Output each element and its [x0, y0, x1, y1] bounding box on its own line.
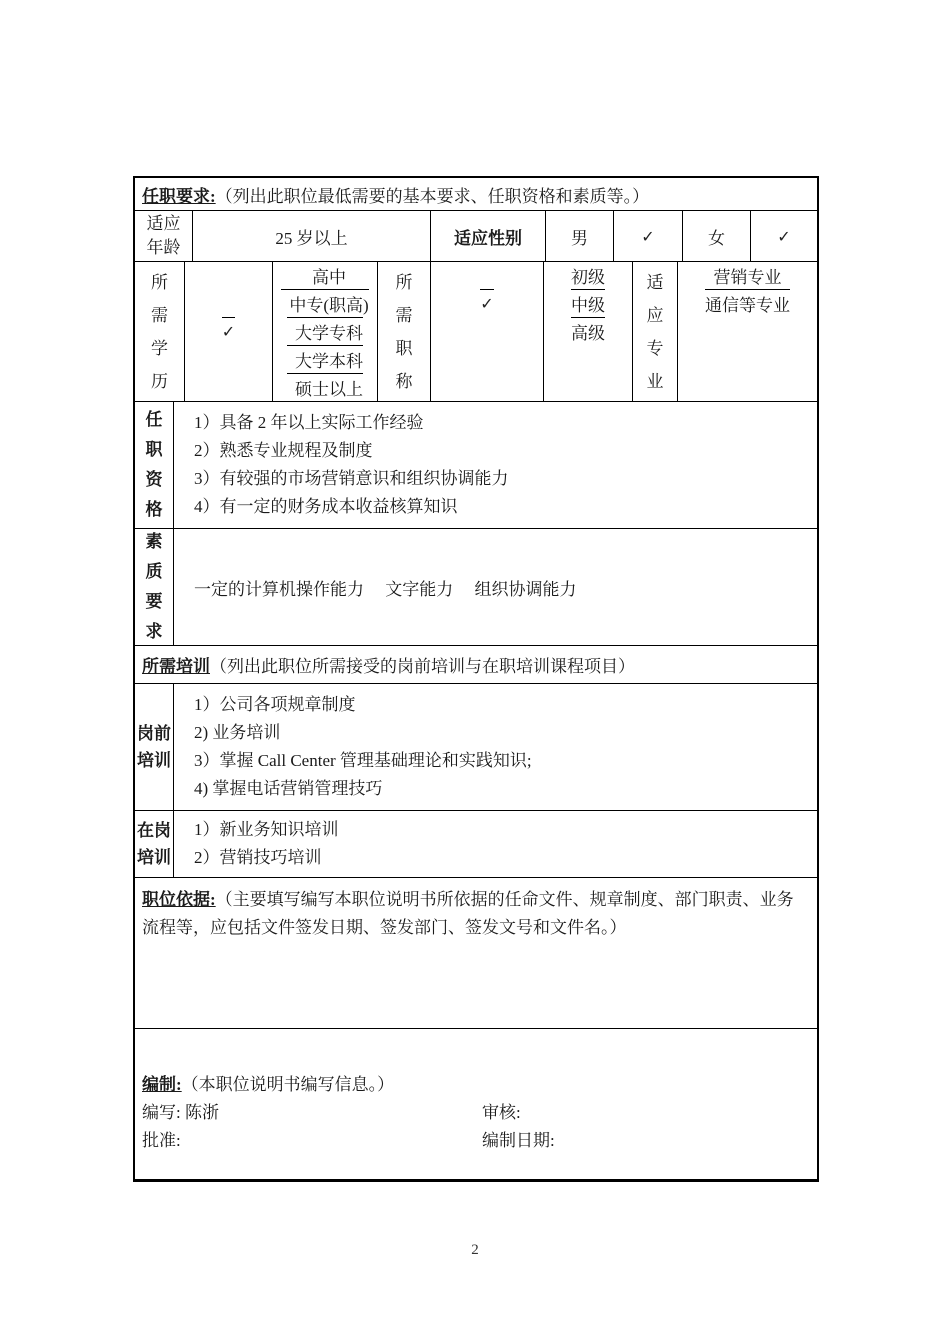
position-basis-title: 职位依据: — [142, 890, 216, 909]
on-job-training-row — [135, 810, 817, 877]
qualification-item-2: 3）有较强的市场营销意识和组织协调能力 — [194, 469, 509, 488]
education-check-2: ✓ — [222, 317, 235, 345]
approver-label: 批准: — [142, 1131, 181, 1150]
requirements-note: （列出此职位最低需要的基本要求、任职资格和素质等。） — [215, 186, 650, 206]
education-option-2: 大学专科 — [287, 317, 363, 345]
age-value-cell: 25 岁以上 — [192, 211, 430, 261]
job-title-option-1: 中级 — [571, 289, 605, 317]
gender-label-cell: 适应性别 — [430, 211, 545, 261]
education-option-0: 高中 — [312, 268, 346, 287]
education-header-cell — [135, 262, 184, 401]
compilation-line-1 — [142, 1099, 817, 1127]
age-label-cell — [135, 211, 192, 261]
education-header: 所需学历 — [151, 272, 168, 391]
requirements-title: 任职要求: — [142, 186, 216, 206]
job-title-option-0: 初级 — [571, 268, 605, 287]
approver-field — [142, 1127, 482, 1155]
position-basis-note: （主要填写编写本职位说明书所依据的任命文件、规章制度、部门职责、业务流程等，应包括文件签发日期、签发部门、签发文号和文件名。） — [142, 890, 794, 937]
pre-job-header-cell — [135, 684, 173, 810]
qualifications-header-cell — [135, 402, 173, 528]
training-header-row — [135, 645, 817, 683]
major-option-0: 营销专业 — [713, 268, 782, 287]
pre-job-item-3: 4) 掌握电话营销管理技巧 — [194, 779, 383, 798]
on-job-header: 在岗培训 — [137, 821, 171, 867]
major-header-cell — [632, 262, 677, 401]
education-label-column — [272, 262, 377, 401]
job-title-label-column — [543, 262, 632, 401]
qualification-item-0: 1）具备 2 年以上实际工作经验 — [194, 413, 424, 432]
training-title: 所需培训 — [142, 657, 210, 676]
page-number: 2 — [471, 1242, 479, 1258]
pre-job-item-1: 2) 业务培训 — [194, 723, 281, 742]
compilation-header-line — [142, 1071, 817, 1099]
age-gender-row — [135, 210, 817, 261]
major-option-1: 通信等专业 — [705, 289, 790, 317]
education-title-major-row — [135, 261, 817, 401]
education-check-column — [184, 262, 272, 401]
major-header: 适应专业 — [646, 272, 664, 391]
qualifications-row — [135, 401, 817, 528]
compilation-title: 编制: — [142, 1075, 182, 1094]
job-title-header-cell — [377, 262, 430, 401]
date-label: 编制日期: — [482, 1131, 555, 1150]
job-title-header: 所需职称 — [395, 272, 413, 391]
education-option-3: 大学本科 — [287, 345, 363, 373]
pre-job-item-0: 1）公司各项规章制度 — [194, 695, 356, 714]
qualification-item-3: 4）有一定的财务成本收益核算知识 — [194, 497, 458, 516]
pre-job-header: 岗前培训 — [137, 724, 171, 770]
quality-header-cell — [135, 529, 173, 645]
writer-label: 编写: — [142, 1103, 181, 1122]
pre-job-item-2: 3）掌握 Call Center 管理基础理论和实践知识; — [194, 751, 532, 770]
major-column — [677, 262, 817, 401]
requirements-header-row — [135, 178, 817, 210]
job-title-option-2: 高级 — [571, 317, 605, 345]
reviewer-field — [482, 1099, 521, 1127]
writer-value: 陈浙 — [184, 1103, 219, 1122]
compilation-content — [135, 1029, 817, 1178]
compilation-row — [135, 1028, 817, 1178]
job-requirements-table — [133, 176, 819, 1182]
job-title-check-1: ✓ — [480, 289, 493, 317]
education-option-4: 硕士以上 — [287, 373, 363, 401]
qualification-item-1: 2）熟悉专业规程及制度 — [194, 441, 373, 460]
age-label: 适应年龄 — [146, 214, 181, 257]
date-field — [482, 1127, 555, 1155]
quality-content: 一定的计算机操作能力 文字能力 组织协调能力 — [173, 529, 817, 645]
training-note: （列出此职位所需接受的岗前培训与在职培训课程项目） — [210, 657, 635, 676]
on-job-header-cell — [135, 811, 173, 877]
education-option-1: 中专(职高) — [281, 289, 368, 317]
on-job-content — [173, 811, 817, 877]
male-label-cell: 男 — [545, 211, 613, 261]
on-job-item-0: 1）新业务知识培训 — [194, 820, 339, 839]
qualifications-content — [173, 402, 817, 528]
compilation-line-2 — [142, 1127, 817, 1155]
on-job-item-1: 2）营销技巧培训 — [194, 848, 322, 867]
writer-field — [142, 1099, 482, 1127]
quality-header: 素质要求 — [145, 532, 163, 641]
pre-job-training-row — [135, 683, 817, 810]
male-checkmark: ✓ — [613, 211, 682, 261]
pre-job-content — [173, 684, 817, 810]
quality-row — [135, 528, 817, 645]
qualifications-header: 任职资格 — [145, 410, 163, 519]
position-basis-row — [135, 877, 817, 1028]
job-title-check-column — [430, 262, 543, 401]
female-label-cell: 女 — [682, 211, 750, 261]
female-checkmark: ✓ — [750, 211, 817, 261]
position-basis-content — [135, 878, 817, 1028]
compilation-note: （本职位说明书编写信息。） — [181, 1075, 395, 1094]
reviewer-label: 审核: — [482, 1103, 521, 1122]
